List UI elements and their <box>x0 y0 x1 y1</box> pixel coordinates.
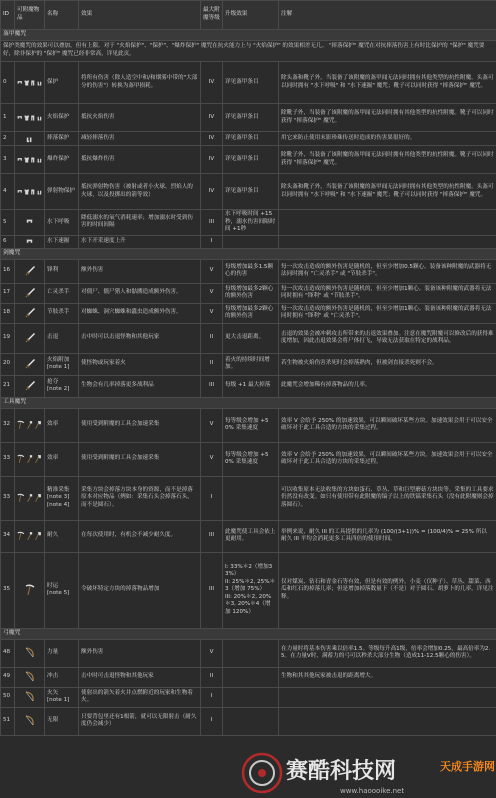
cell-name <box>45 408 79 442</box>
cell-name <box>45 132 79 146</box>
cell-id: 50 <box>1 687 15 707</box>
cell-name <box>45 353 79 375</box>
cell-effect: 使射出的箭矢着火并点燃附近的玩家和生物着火。 <box>79 687 201 707</box>
cell-max-level: IV <box>201 62 223 104</box>
watermark <box>240 748 496 798</box>
axe-icon <box>34 419 42 431</box>
header-row <box>1 1 496 30</box>
cell-effect: 额外伤害 <box>79 639 201 667</box>
cell-icon <box>15 132 45 146</box>
pickaxe-icon <box>17 530 25 542</box>
enchant-name: 爆炸保护 <box>47 155 70 162</box>
header-id: ID <box>1 1 15 30</box>
legs-icon <box>30 113 36 123</box>
item-icons <box>17 155 42 165</box>
cell-max-level: V <box>201 442 223 476</box>
cell-notes <box>279 235 496 248</box>
cell-max-level: I <box>201 687 223 707</box>
cell-max-level: IV <box>201 146 223 174</box>
item-icons <box>17 691 42 703</box>
section-header <box>1 397 496 408</box>
cell-upgrade <box>223 687 279 707</box>
cell-max-level: V <box>201 408 223 442</box>
cell-max-level: I <box>201 707 223 735</box>
cell-notes: 击退的效果会被冲刺攻击所带来的击退效果叠加。注意在魔咒附魔可以修改后的获得难度增加，因此击退效果会将尸体打飞，导致无法获取在特定的战利品。 <box>279 323 496 353</box>
cell-effect: 击中时可击退怪物和其他玩家 <box>79 667 201 687</box>
enchant-name: 效率 <box>47 421 59 428</box>
helmet-icon <box>17 113 23 123</box>
cell-name <box>45 62 79 104</box>
cell-id: 1 <box>1 104 15 132</box>
item-icons <box>17 332 42 344</box>
note-reference[interactable]: [note 1] <box>47 364 70 371</box>
sword-icon <box>24 332 36 344</box>
cell-max-level: II <box>201 353 223 375</box>
cell-max-level: V <box>201 259 223 283</box>
enchant-name: 耐久 <box>47 532 59 539</box>
chest-icon <box>24 113 30 123</box>
cell-notes: 效率 V 会给予 250% 的加速效果，可以瞬间破坏某些方块。加速效果会用于可以安全破坏对于此工具合适的方块的采集过程。 <box>279 408 496 442</box>
bow-icon <box>24 715 35 727</box>
cell-upgrade: 更大击退距离。 <box>223 323 279 353</box>
header-max: 最大附魔等级 <box>201 1 223 30</box>
cell-notes <box>279 707 496 735</box>
section-title: 剑魔咒 <box>1 248 496 259</box>
sword-icon <box>24 358 36 370</box>
axe-icon <box>34 492 42 504</box>
boots-icon <box>37 78 43 88</box>
cell-notes: 仅对煤炭、钻石和青金石等有效，但是有效的例外。小麦（仅种子）、草丛、甜菜、西瓜和红石的掉落几率；但是增加掉落数量下（不是）对于圆石、胡萝卜的几率。详见注释。 <box>279 552 496 628</box>
enchant-name: 火焰附加 <box>47 356 70 363</box>
table-row <box>1 62 496 104</box>
enchant-name: 亡灵杀手 <box>47 289 70 296</box>
cell-icon <box>15 283 45 303</box>
item-icons <box>17 113 42 123</box>
cell-upgrade: 详见盔甲条目 <box>223 174 279 210</box>
header-name: 名称 <box>45 1 79 30</box>
cell-id: 17 <box>1 283 15 303</box>
cell-id: 20 <box>1 353 15 375</box>
cell-notes: 生物和其其他玩家被击退的距离增大。 <box>279 667 496 687</box>
enchant-name: 水下呼吸 <box>47 218 70 225</box>
table-row <box>1 375 496 397</box>
cell-max-level: V <box>201 639 223 667</box>
note-reference[interactable]: [note 3] [note 4] <box>47 494 70 508</box>
section-header <box>1 248 496 259</box>
cell-name <box>45 259 79 283</box>
item-icons <box>17 492 42 504</box>
shovel-icon <box>26 492 34 504</box>
boots-icon <box>37 187 43 197</box>
item-icons <box>17 217 42 227</box>
cell-id: 34 <box>1 520 15 552</box>
cell-upgrade <box>223 667 279 687</box>
cell-name <box>45 104 79 132</box>
table-row <box>1 235 496 248</box>
shovel-icon <box>26 453 34 465</box>
pickaxe-icon <box>17 453 25 465</box>
cell-name <box>45 667 79 687</box>
cell-icon <box>15 520 45 552</box>
watermark-logo-icon <box>243 754 281 792</box>
cell-id: 48 <box>1 639 15 667</box>
cell-upgrade: 着火的持续时间增加。 <box>223 353 279 375</box>
cell-upgrade <box>223 235 279 248</box>
sword-icon <box>24 287 36 299</box>
cell-upgrade: 每等级会增加 +50% 采集速度 <box>223 442 279 476</box>
enchant-name: 火焰保护 <box>47 113 70 120</box>
section-note-text: 保护类魔咒的效果可以叠加，但有上限。对于 "火焰保护"、"保护"、"爆炸保护" 魔咒在抗火能力上与 "火焰保护" 的效果相差无几。 "摔落保护" 魔咒在对抗摔落伤害上有时比保护的 "保护" 魔咒要好，除非保护的 "保护" 魔咒已经非常高，详见此页。 <box>1 41 496 62</box>
cell-id: 51 <box>1 707 15 735</box>
pickaxe-icon <box>17 419 25 431</box>
cell-name <box>45 283 79 303</box>
legs-icon <box>30 78 36 88</box>
chest-icon <box>24 187 30 197</box>
cell-notes: 除靴子外，当装备了该附魔的盔甲闻无法同时拥有其他类型的抗性附魔。靴子可以同时获得 "摔落保护" 魔咒。 <box>279 146 496 174</box>
header-icon: 可附魔物品 <box>15 1 45 30</box>
watermark-url: www.haoooike.net <box>340 787 405 795</box>
cell-icon <box>15 259 45 283</box>
table-row <box>1 104 496 132</box>
enchant-name: 时运 <box>47 582 59 589</box>
cell-notes: 每一次攻击造成的额外伤害是随机的，但至少增加0.5颗心。装备该种附魔的武器将无法同时拥有 "亡灵杀手" 或 "节肢杀手"。 <box>279 259 496 283</box>
cell-notes: 举例来说，耐久 III 的工具提供的几率为 (100/(3+1))% = (100/4)% = 25% 所以 耐久 III 平均会消耗更多工具四倍的使用时间。 <box>279 520 496 552</box>
enchant-name: 精准采集 <box>47 486 70 493</box>
helmet-icon <box>17 187 23 197</box>
cell-upgrade: 水下呼吸时间 +15 秒，溺水伤害间隔时间 +1秒 <box>223 210 279 236</box>
boots-icon <box>37 155 43 165</box>
item-icons <box>17 647 42 659</box>
cell-name <box>45 707 79 735</box>
cell-upgrade: 此魔咒使工具会依上更耐用。 <box>223 520 279 552</box>
cell-id: 5 <box>1 210 15 236</box>
cell-max-level: II <box>201 667 223 687</box>
cell-effect: 对蜘蛛、洞穴蜘蛛和蠹虫造成额外伤害。 <box>79 303 201 323</box>
table-row <box>1 132 496 146</box>
cell-notes: 每一次攻击造成的额外伤害是随机的，但至少增加1颗心。装备该种附魔的武器将无法同时拥有 "锋利" 或 "亡灵杀手"。 <box>279 303 496 323</box>
cell-effect: 在每次使用时，有机会不减少耐久度。 <box>79 520 201 552</box>
section-header <box>1 30 496 41</box>
table-row <box>1 283 496 303</box>
boots-icon <box>26 134 33 144</box>
helmet-icon <box>26 217 33 227</box>
cell-name <box>45 323 79 353</box>
cell-icon <box>15 146 45 174</box>
header-notes: 注解 <box>279 1 496 30</box>
cell-effect: 击中时可以击退怪物和其他玩家 <box>79 323 201 353</box>
cell-max-level: III <box>201 375 223 397</box>
cell-upgrade <box>223 476 279 520</box>
cell-upgrade: 详见盔甲条目 <box>223 62 279 104</box>
sword-icon <box>24 265 36 277</box>
cell-effect: 将所有伤害（除人造空中和/和烟雾中带的"大部分的伤害"）转换为盔甲损耗。 <box>79 62 201 104</box>
note-reference[interactable]: [note 1] <box>47 697 70 704</box>
table-row <box>1 259 496 283</box>
helmet-icon <box>26 237 33 247</box>
cell-upgrade: I: 33%＊2（增加33%） II: 25%＊2, 25%＊3（增加 75%） III: 20%＊2, 20%＊3, 20%＊4（增加 120%） <box>223 552 279 628</box>
item-icons <box>17 358 42 370</box>
cell-effect: 令破坏特定方块的掉落物品增加 <box>79 552 201 628</box>
cell-upgrade: 每等级会增加 +50% 采集速度 <box>223 408 279 442</box>
watermark-brand: 赛酷科技网 <box>286 759 397 784</box>
header-effect: 效果 <box>79 1 201 30</box>
cell-name <box>45 442 79 476</box>
cell-max-level: I <box>201 476 223 520</box>
cell-id: 4 <box>1 174 15 210</box>
watermark-corner: 天成手游网 <box>440 760 495 773</box>
cell-name <box>45 146 79 174</box>
cell-name <box>45 639 79 667</box>
item-icons <box>17 237 42 247</box>
enchant-name: 抢夺 <box>47 378 59 385</box>
bow-icon <box>24 691 35 703</box>
cell-notes: 用它来防止使用末影珍珠传送时造成的伤害果很好的。 <box>279 132 496 146</box>
cell-notes: 除头盔和靴子外，当装备了该附魔的盔甲闻无法同时拥有其他类型的抗性附魔。头盔可以同时拥有 "水下呼吸" 和 "水下速掘" 魔咒；靴子可以同时获得 "摔落保护" 魔咒。 <box>279 62 496 104</box>
item-icons <box>17 453 42 465</box>
cell-notes: 若生物被火焰伤害杀死时会掉落熟肉，但被剑直接杀死则不会。 <box>279 353 496 375</box>
cell-icon <box>15 476 45 520</box>
cell-name <box>45 552 79 628</box>
helmet-icon <box>17 155 23 165</box>
cell-max-level: III <box>201 210 223 236</box>
cell-name <box>45 174 79 210</box>
cell-effect: 抵抗爆炸伤害 <box>79 146 201 174</box>
cell-icon <box>15 667 45 687</box>
cell-name <box>45 687 79 707</box>
cell-notes: 在力量时将基本伤害乘以倍率1.5。等级每升高1级，倍率会增加0.25，最高倍率为2.5。在力量V时，满蓄力的弓可以秒杀大部分生物（造成11-12.5颗心的伤害）。 <box>279 639 496 667</box>
item-icons <box>17 265 42 277</box>
cell-id: 33 <box>1 476 15 520</box>
shovel-icon <box>26 530 34 542</box>
cell-upgrade: 详见盔甲条目 <box>223 146 279 174</box>
sword-icon <box>24 307 36 319</box>
enchant-name: 无限 <box>47 717 59 724</box>
cell-upgrade: 每级 +1 最大掉落 <box>223 375 279 397</box>
cell-icon <box>15 639 45 667</box>
cell-effect: 额外伤害 <box>79 259 201 283</box>
pickaxe-icon <box>25 584 35 596</box>
enchant-name: 保护 <box>47 78 59 85</box>
item-icons <box>17 78 42 88</box>
cell-effect: 水下开采速度上升 <box>79 235 201 248</box>
boots-icon <box>37 113 43 123</box>
item-icons <box>17 419 42 431</box>
cell-max-level: I <box>201 235 223 248</box>
cell-notes: 可以收集原本无法收集的方块如蛋石、草丛、草和巨型蘑菇方块块等。采集的工具要求仍然没有改变。如只有使用带有此附魔的镐子以上的铁镐采集石头（没有此附魔则会掉落圆石）。 <box>279 476 496 520</box>
cell-name <box>45 476 79 520</box>
cell-id: 3 <box>1 146 15 174</box>
bow-icon <box>24 647 35 659</box>
cell-id: 6 <box>1 235 15 248</box>
cell-max-level: III <box>201 552 223 628</box>
table-row <box>1 303 496 323</box>
enchant-name: 火矢 <box>47 689 59 696</box>
cell-max-level: IV <box>201 132 223 146</box>
enchant-name: 锋利 <box>47 267 59 274</box>
cell-icon <box>15 552 45 628</box>
cell-upgrade <box>223 707 279 735</box>
cell-name <box>45 375 79 397</box>
cell-id: 32 <box>1 408 15 442</box>
section-title: 盔甲魔咒 <box>1 30 496 41</box>
cell-effect: 使用受到附魔的工具会加速采集 <box>79 442 201 476</box>
cell-upgrade: 详见盔甲条目 <box>223 104 279 132</box>
header-upgrade: 升级效果 <box>223 1 279 30</box>
cell-effect: 降低溺水的氧气消耗速率；增加溺水时受到伤害的时间间隔 <box>79 210 201 236</box>
cell-icon <box>15 687 45 707</box>
table-row <box>1 552 496 628</box>
table-row <box>1 687 496 707</box>
section-title: 工具魔咒 <box>1 397 496 408</box>
cell-icon <box>15 323 45 353</box>
cell-effect: 生物会有几率掉落更多战利品 <box>79 375 201 397</box>
cell-max-level: III <box>201 520 223 552</box>
pickaxe-icon <box>17 492 25 504</box>
shovel-icon <box>26 419 34 431</box>
table-row <box>1 667 496 687</box>
cell-max-level: IV <box>201 174 223 210</box>
axe-icon <box>34 453 42 465</box>
section-header <box>1 628 496 639</box>
cell-effect: 使怪物或玩家着火 <box>79 353 201 375</box>
enchant-name: 击退 <box>47 334 59 341</box>
legs-icon <box>30 187 36 197</box>
item-icons <box>17 307 42 319</box>
cell-upgrade: 详见盔甲条目 <box>223 132 279 146</box>
note-reference[interactable]: [note 2] <box>47 386 70 393</box>
cell-upgrade <box>223 639 279 667</box>
sword-icon <box>24 380 36 392</box>
enchant-name: 冲击 <box>47 673 59 680</box>
table-row <box>1 323 496 353</box>
note-reference[interactable]: [note 5] <box>47 590 70 597</box>
item-icons <box>17 671 42 683</box>
cell-max-level: V <box>201 303 223 323</box>
cell-icon <box>15 408 45 442</box>
table-body <box>1 30 496 736</box>
cell-icon <box>15 210 45 236</box>
enchant-name: 力量 <box>47 649 59 656</box>
cell-notes <box>279 210 496 236</box>
cell-icon <box>15 62 45 104</box>
cell-icon <box>15 707 45 735</box>
cell-name <box>45 520 79 552</box>
table-row <box>1 353 496 375</box>
chest-icon <box>24 78 30 88</box>
table-row <box>1 639 496 667</box>
item-icons <box>17 530 42 542</box>
cell-name <box>45 210 79 236</box>
cell-icon <box>15 353 45 375</box>
cell-max-level: IV <box>201 104 223 132</box>
cell-icon <box>15 375 45 397</box>
item-icons <box>17 715 42 727</box>
cell-notes: 除靴子外，当装备了该附魔的盔甲闻无法同时拥有其他类型的抗性附魔。靴子可以同时获得 "摔落保护" 魔咒。 <box>279 104 496 132</box>
table-row <box>1 210 496 236</box>
cell-upgrade: 每级增加最多2颗心的额外伤害 <box>223 283 279 303</box>
enchant-name: 节肢杀手 <box>47 309 70 316</box>
cell-id: 35 <box>1 552 15 628</box>
cell-id: 21 <box>1 375 15 397</box>
cell-name <box>45 303 79 323</box>
table-row <box>1 476 496 520</box>
section-title: 弓魔咒 <box>1 628 496 639</box>
cell-icon <box>15 235 45 248</box>
item-icons <box>17 134 42 144</box>
cell-id: 19 <box>1 323 15 353</box>
legs-icon <box>30 155 36 165</box>
cell-notes: 效率 V 会给予 250% 的加速效果，可以瞬间破坏某些方块。加速效果会用于可以安全破坏对于此工具合适的方块的采集过程。 <box>279 442 496 476</box>
cell-icon <box>15 104 45 132</box>
section-note <box>1 41 496 62</box>
cell-effect: 使用受到附魔的工具会加速采集 <box>79 408 201 442</box>
cell-effect: 对僵尸、僵尸猪人和骷髅造成额外伤害。 <box>79 283 201 303</box>
cell-max-level: II <box>201 323 223 353</box>
item-icons <box>17 187 42 197</box>
cell-notes <box>279 687 496 707</box>
cell-id: 18 <box>1 303 15 323</box>
item-icons <box>17 380 42 392</box>
cell-effect: 采集方块会掉落方块本身的资源，而不是掉落原本对应物品（例如：采集石头会掉落石头，而不是圆石）。 <box>79 476 201 520</box>
enchant-name: 弹射物保护 <box>47 187 75 194</box>
cell-id: 0 <box>1 62 15 104</box>
enchant-name: 摔落保护 <box>47 134 70 141</box>
axe-icon <box>34 530 42 542</box>
cell-effect: 抵抗弹射物伤害（被射或者小火球、烈焰人的火球，以及投掷出的箭等效） <box>79 174 201 210</box>
cell-effect: 抵抗火焰伤害 <box>79 104 201 132</box>
cell-id: 16 <box>1 259 15 283</box>
table-row <box>1 174 496 210</box>
helmet-icon <box>17 78 23 88</box>
table-row <box>1 520 496 552</box>
cell-notes: 除头盔和靴子外，当装备了该附魔的盔甲闻无法同时拥有其他类型的抗性附魔。头盔可以同时拥有 "水下呼吸" 和 "水下速掘" 魔咒；靴子可以同时获得 "摔落保护" 魔咒。 <box>279 174 496 210</box>
cell-name <box>45 235 79 248</box>
table-row <box>1 707 496 735</box>
item-icons <box>17 584 42 596</box>
cell-id: 49 <box>1 667 15 687</box>
cell-id: 33 <box>1 442 15 476</box>
item-icons <box>17 287 42 299</box>
chest-icon <box>24 155 30 165</box>
cell-icon <box>15 174 45 210</box>
cell-effect: 只要背包里还有1根箭，就可以无限射击（耐久度仍会减少） <box>79 707 201 735</box>
enchant-name: 水下速掘 <box>47 237 70 244</box>
cell-id: 2 <box>1 132 15 146</box>
table-row <box>1 442 496 476</box>
cell-icon <box>15 303 45 323</box>
bow-icon <box>24 671 35 683</box>
table-row <box>1 146 496 174</box>
cell-effect: 减轻摔落伤害 <box>79 132 201 146</box>
table-row <box>1 408 496 442</box>
cell-notes: 每一次攻击造成的额外伤害是随机的，但至少增加1颗心。装备该种附魔的武器将无法同时拥有 "锋利" 或 "节肢杀手"。 <box>279 283 496 303</box>
cell-upgrade: 每级增加最多1.5颗心的伤害 <box>223 259 279 283</box>
cell-icon <box>15 442 45 476</box>
cell-notes: 此魔咒会增加稀有掉落物品的几率。 <box>279 375 496 397</box>
cell-upgrade: 每级增加最多2颗心的额外伤害 <box>223 303 279 323</box>
enchant-name: 效率 <box>47 455 59 462</box>
cell-max-level: V <box>201 283 223 303</box>
